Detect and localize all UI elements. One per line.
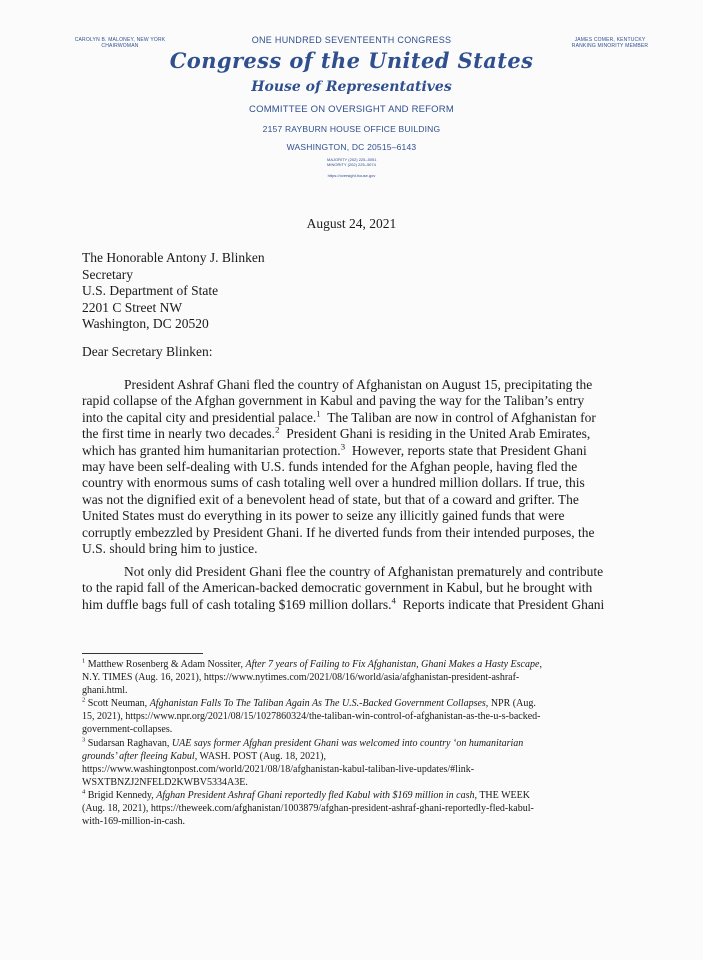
text-line: corruptly embezzled by President Ghani. If he diverted funds from their intended purposes, the: [82, 524, 595, 540]
footnote-mark: 2: [275, 424, 280, 435]
letterhead-title: Congress of the United States: [169, 48, 534, 73]
footnote-4: $^4$ Brigid Kennedy, Afghan President Ashraf Ghani reportedly fled Kabul with $169 million in cash, THE WEEK (Aug. 18, 2021), https://theweek.com/afghanistan/1003879/afghan-president-ashraf-ghani-reportedly-fled-kabul- with-169-million-in-cash.: [82, 788, 534, 828]
recipient-line: U.S. Department of State: [82, 283, 219, 298]
text-line: which has granted him humanitarian protection.$^3$ However, reports state that President Ghani: [82, 441, 587, 458]
footnote-mark: 3: [340, 441, 346, 452]
body-paragraph-2: [82, 564, 618, 613]
footnote-2: $^2$ Scott Neuman, Afghanistan Falls To The Taliban Again As The U.S.-Backed Government Collapses, NPR (Aug. 15, 2021), https://www.npr.org/2021/08/15/1027860324/the-taliban-win-control-of-afghanistan-as-the-u-s-backed- government-collapses.: [82, 696, 541, 736]
recipient-line: 2201 C Street NW: [82, 299, 183, 315]
congress-number: ONE HUNDRED SEVENTEENTH CONGRESS: [251, 35, 452, 45]
text-line: United States must do everything in its power to seize any illicitly gained funds that were: [82, 508, 565, 524]
phone-numbers: [327, 157, 407, 167]
committee-name: COMMITTEE ON OVERSIGHT AND REFORM: [249, 104, 454, 115]
text-line: rapid collapse of the Afghan government in Kabul and paving the way for the Taliban’s entry: [82, 393, 585, 409]
text-line: him duffle bags full of cash totaling $169 million dollars.$^4$ Reports indicate that President Ghani: [82, 595, 605, 612]
text-line: into the capital city and presidential palace.$^1$ The Taliban are now in control of Afghanistan for: [82, 408, 596, 425]
ranking-member-name: JAMES COMER, KENTUCKY: [574, 37, 646, 43]
footnote-mark: 1: [316, 408, 321, 419]
website: https://oversight.house.gov: [327, 173, 376, 178]
text-line: President Ashraf Ghani fled the country of Afghanistan on August 15, precipitating the: [124, 377, 593, 392]
text-line: U.S. should bring him to justice.: [82, 541, 258, 557]
house-title: House of Representatives: [251, 79, 452, 95]
ranking-member-title: RANKING MINORITY MEMBER: [571, 43, 649, 49]
text-line: may have been self-dealing with U.S. funds intended for the Afghan people, having fled the: [82, 459, 578, 475]
recipient-line: Washington, DC 20520: [82, 316, 209, 331]
chairman-name: CAROLYN B. MALONEY, NEW YORK: [74, 37, 166, 43]
footnotes: [82, 658, 622, 828]
body-paragraph-1: [82, 377, 618, 557]
text-line: country with enormous sums of cash totaling well over a hundred million dollars. If true, this: [82, 475, 585, 491]
text-line: to the rapid fall of the American-backed democratic government in Kabul, but he brought with: [82, 580, 593, 596]
office-address: 2157 RAYBURN HOUSE OFFICE BUILDING: [262, 124, 441, 134]
footnote-divider: [82, 653, 203, 654]
phone-majority: MAJORITY (202) 225–5051: [327, 157, 377, 162]
recipient-line: Secretary: [82, 266, 133, 282]
text-line: was not the dignified exit of a benevolent head of state, but that of a coward and grifter. The: [82, 491, 579, 507]
text-line: the first time in nearly two decades.$^2$ President Ghani is residing in the United Arab Emirates,: [82, 424, 591, 442]
footnote-3: $^3$ Sudarsan Raghavan, UAE says former Afghan president Ghani was welcomed into country ‘on humanitarian grounds’ after fleeing Kabul, WASH. POST (Aug. 18, 2021), https://www.washingtonpost.com/world/2021/08/18/afghanistan-kabul-taliban-live-updates/#link- WSXTBNZJ2NFELD2KWBV5334A3E.: [82, 736, 524, 788]
letter-date: August 24, 2021: [306, 216, 397, 231]
recipient-line: The Honorable Antony J. Blinken: [82, 250, 265, 265]
recipient-address: [82, 250, 265, 333]
chairman-title: CHAIRWOMAN: [101, 43, 139, 49]
footnote-1: $^1$ Matthew Rosenberg & Adam Nossiter, After 7 years of Failing to Fix Afghanistan, Ghani Makes a Hasty Escape, N.Y. TIMES (Aug. 16, 2021), https://www.nytimes.com/2021/08/16/world/asia/afghanistan-president-ashraf- ghani.html.: [82, 657, 542, 697]
footnote-mark: 4: [391, 595, 396, 606]
office-city: WASHINGTON, DC 20515–6143: [286, 142, 417, 152]
salutation: Dear Secretary Blinken:: [82, 344, 213, 359]
text-line: Not only did President Ghani flee the country of Afghanistan prematurely and contribute: [124, 564, 604, 579]
phone-minority: MINORITY (202) 225–5074: [327, 162, 376, 167]
